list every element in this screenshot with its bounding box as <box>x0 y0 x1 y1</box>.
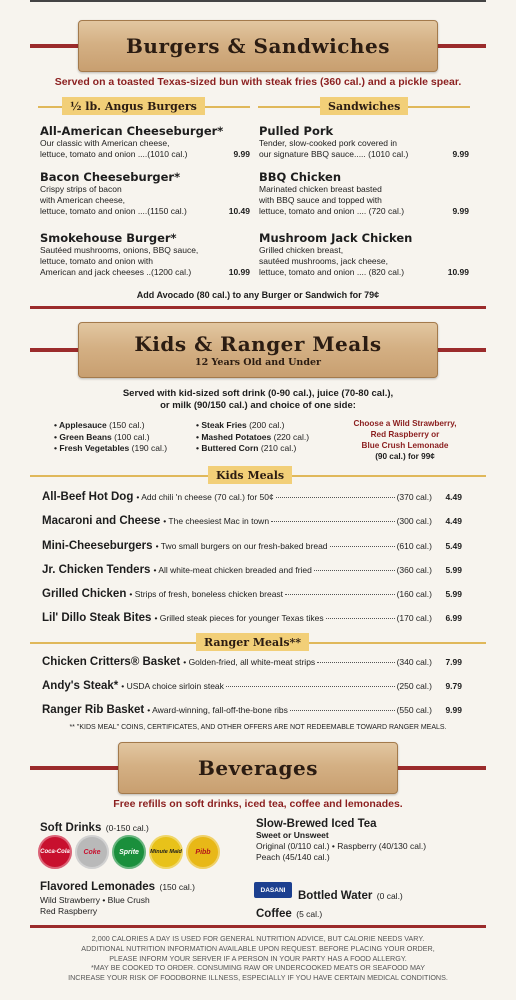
row-name: Andy's Steak* <box>42 680 119 692</box>
angus-label-row <box>38 97 250 115</box>
row-name: Jr. Chicken Tenders <box>42 564 151 576</box>
section-title: Kids & Ranger Meals <box>134 332 382 356</box>
bev-title: Slow-Brewed Iced Tea <box>256 818 377 830</box>
banner-board <box>78 20 438 72</box>
row-name: Ranger Rib Basket <box>42 704 145 716</box>
row-desc: • Grilled steak pieces for younger Texas tikes <box>154 613 324 623</box>
bev-title: Coffee <box>256 908 292 920</box>
row-cal: (300 cal.) <box>396 516 432 526</box>
leader-dots <box>330 546 395 547</box>
footer-line: INCREASE YOUR RISK OF FOODBORNE ILLNESS, ESPECIALLY IF YOU HAVE CERTAIN MEDICAL CONDITIONS. <box>68 973 448 983</box>
row-price: 9.99 <box>445 705 462 715</box>
section-title: Burgers & Sandwiches <box>126 34 390 58</box>
bottled-water <box>298 886 488 904</box>
sprite-logo-icon: Sprite <box>112 835 146 869</box>
ranger-note: ** "KIDS MEAL" COINS, CERTIFICATES, AND OTHER OFFERS ARE NOT REDEEMABLE TOWARD RANGER MEALS. <box>69 724 447 731</box>
menu-item <box>259 170 469 217</box>
row-price: 5.99 <box>445 565 462 575</box>
footer-line: ADDITIONAL NUTRITION INFORMATION AVAILABLE UPON REQUEST. BEFORE PLACING YOUR ORDER, <box>81 943 435 953</box>
item-name: Pulled Pork <box>259 124 334 138</box>
burgers-tagline: Served on a toasted Texas-sized bun with steak fries (360 cal.) and a pickle spear. <box>54 76 462 88</box>
menu-row <box>42 564 462 580</box>
row-name: Chicken Critters® Basket <box>42 656 181 668</box>
row-desc: • All white-meat chicken breaded and fried <box>153 565 312 575</box>
sides-list <box>54 420 167 455</box>
item-price: 9.99 <box>233 149 250 159</box>
coffee <box>256 904 446 922</box>
item-name: Smokehouse Burger* <box>40 231 177 245</box>
banner-line <box>30 766 120 770</box>
row-name: Grilled Chicken <box>42 588 127 600</box>
leader-dots <box>276 497 395 498</box>
banner-board <box>118 742 398 794</box>
row-cal: (250 cal.) <box>396 681 432 691</box>
side-cal: (220 cal.) <box>273 431 310 442</box>
row-cal: (360 cal.) <box>396 565 432 575</box>
beverages-tagline: Free refills on soft drinks, iced tea, coffee and lemonades. <box>113 798 403 810</box>
row-name: Macaroni and Cheese <box>42 515 161 527</box>
row-name: Lil' Dillo Steak Bites <box>42 612 152 624</box>
row-cal: (370 cal.) <box>396 492 432 502</box>
footer-line: PLEASE INFORM YOUR SERVER IF A PERSON IN YOUR PARTY HAS A FOOD ALLERGY. <box>109 953 407 963</box>
item-desc: sautéed mushrooms, jack cheese, <box>259 256 388 266</box>
item-price: 9.99 <box>452 149 469 159</box>
item-desc: lettuce, tomato and onion with <box>40 256 153 266</box>
side-item <box>196 420 309 432</box>
bev-cal: (0-150 cal.) <box>105 823 149 833</box>
coca-cola-logo-icon: Coca-Cola <box>38 835 72 869</box>
item-desc: lettuce, tomato and onion .... (820 cal.) <box>259 267 405 277</box>
item-desc: Sautéed mushrooms, onions, BBQ sauce, <box>40 245 199 255</box>
row-name: Mini-Cheeseburgers <box>42 540 153 552</box>
served-line: Served with kid-sized soft drink (0-90 cal.), juice (70-80 cal.), <box>122 388 394 399</box>
burgers-banner <box>0 20 516 72</box>
side-item <box>54 420 167 432</box>
kids-banner <box>0 322 516 378</box>
side-cal: (100 cal.) <box>114 431 150 442</box>
side-name: • Fresh Vegetables <box>54 443 130 453</box>
kids-meals-label-row <box>30 466 486 484</box>
leader-dots <box>290 710 395 711</box>
top-rule <box>30 0 486 2</box>
side-cal: (150 cal.) <box>109 420 145 430</box>
bev-title: Bottled Water <box>298 890 373 902</box>
side-cal: (190 cal.) <box>131 443 168 453</box>
row-cal: (550 cal.) <box>396 705 432 715</box>
lemonade-line: Choose a Wild Strawberry, <box>353 419 457 428</box>
menu-row <box>42 515 462 531</box>
coke-logo-icon: Coke <box>75 835 109 869</box>
bev-title: Flavored Lemonades <box>40 881 156 893</box>
beverages-banner <box>0 742 516 794</box>
item-price: 10.99 <box>228 267 250 277</box>
menu-row <box>42 491 462 507</box>
item-desc: Our classic with American cheese, <box>40 138 170 148</box>
row-desc: • Two small burgers on our fresh-baked bread <box>155 541 328 551</box>
leader-dots <box>314 570 395 571</box>
item-desc: American and jack cheeses ..(1200 cal.) <box>40 267 192 277</box>
footer-line: 2,000 CALORIES A DAY IS USED FOR GENERAL NUTRITION ADVICE, BUT CALORIE NEEDS VARY. <box>91 934 425 943</box>
bev-desc: Peach (45/140 cal.) <box>256 852 330 862</box>
row-price: 4.49 <box>445 516 462 526</box>
menu-row <box>42 540 462 556</box>
iced-tea <box>256 818 486 863</box>
side-item <box>196 443 309 455</box>
bev-sub: Sweet or Unsweet <box>256 830 329 840</box>
bev-cal: (150 cal.) <box>159 882 195 892</box>
leader-dots <box>271 521 395 522</box>
row-name: All-Beef Hot Dog <box>42 491 134 503</box>
banner-board <box>78 322 438 378</box>
kids-meals-label: Kids Meals <box>208 466 292 484</box>
row-desc: • USDA choice sirloin steak <box>121 681 224 691</box>
bev-cal: (0 cal.) <box>376 891 403 901</box>
row-price: 6.99 <box>445 613 462 623</box>
side-name: • Steak Fries <box>196 420 247 430</box>
row-desc: • Add chili 'n cheese (70 cal.) for 50¢ <box>136 492 274 502</box>
side-item <box>54 443 167 455</box>
menu-row <box>42 588 462 604</box>
menu-item <box>259 124 469 160</box>
banner-line <box>396 766 486 770</box>
row-price: 7.99 <box>445 657 462 667</box>
side-name: • Buttered Corn <box>196 443 259 453</box>
item-desc: with BBQ sauce and topped with <box>259 195 382 205</box>
section-subtitle: 12 Years Old and Under <box>194 357 322 368</box>
item-desc: Crispy strips of bacon <box>40 184 122 194</box>
row-desc: • Golden-fried, all white-meat strips <box>183 657 316 667</box>
served-line: or milk (90/150 cal.) and choice of one side: <box>160 400 356 411</box>
item-price: 10.99 <box>447 267 469 277</box>
menu-row <box>42 704 462 720</box>
ranger-label: Ranger Meals** <box>196 633 309 651</box>
leader-dots <box>226 686 395 687</box>
section-title: Beverages <box>198 756 318 780</box>
side-name: • Applesauce <box>54 420 107 430</box>
item-name: BBQ Chicken <box>259 170 342 184</box>
row-desc: • The cheesiest Mac in town <box>163 516 270 526</box>
bev-desc: Red Raspberry <box>40 906 98 916</box>
section-divider <box>30 306 486 309</box>
menu-item <box>40 231 250 278</box>
side-name: • Green Beans <box>54 431 112 442</box>
soft-drinks <box>40 818 250 836</box>
angus-label: ½ lb. Angus Burgers <box>62 97 205 115</box>
menu-row <box>42 680 462 696</box>
item-desc: Grilled chicken breast, <box>259 245 344 255</box>
lemonade-choice <box>340 418 470 462</box>
item-name: Bacon Cheeseburger* <box>40 170 181 184</box>
menu-row <box>42 656 462 672</box>
row-desc: • Award-winning, fall-off-the-bone ribs <box>147 705 288 715</box>
bev-cal: (5 cal.) <box>296 909 323 919</box>
side-item <box>196 432 309 444</box>
row-price: 5.99 <box>445 589 462 599</box>
side-cal: (210 cal.) <box>260 443 297 453</box>
leader-dots <box>285 594 395 595</box>
footer-line: *MAY BE COOKED TO ORDER. CONSUMING RAW OR UNDERCOOKED MEATS OR SEAFOOD MAY <box>91 963 425 973</box>
side-name: • Mashed Potatoes <box>196 431 272 442</box>
row-price: 4.49 <box>445 492 462 502</box>
item-desc: Marinated chicken breast basted <box>259 184 382 194</box>
item-desc: Tender, slow-cooked pork covered in <box>259 138 397 148</box>
section-divider <box>30 925 486 928</box>
menu-item <box>259 231 469 278</box>
item-name: Mushroom Jack Chicken <box>259 231 413 245</box>
row-cal: (170 cal.) <box>396 613 432 623</box>
row-price: 9.79 <box>445 681 462 691</box>
flavored-lemonades <box>40 877 250 917</box>
bev-desc: Wild Strawberry • Blue Crush <box>40 895 150 905</box>
item-price: 9.99 <box>452 206 469 216</box>
menu-item <box>40 124 250 160</box>
item-name: All-American Cheeseburger* <box>40 124 224 138</box>
minute-maid-logo-icon: Minute Maid <box>149 835 183 869</box>
row-cal: (160 cal.) <box>396 589 432 599</box>
item-price: 10.49 <box>228 206 250 216</box>
row-desc: • Strips of fresh, boneless chicken breast <box>129 589 284 599</box>
sandwich-label: Sandwiches <box>320 97 408 115</box>
side-cal: (200 cal.) <box>249 420 285 430</box>
ranger-label-row <box>30 633 486 651</box>
lemonade-line: Red Raspberry or <box>370 430 440 439</box>
sandwich-label-row <box>258 97 470 115</box>
item-desc: with American cheese, <box>40 195 126 205</box>
side-item <box>54 432 167 444</box>
pibb-logo-icon: Pibb <box>186 835 220 869</box>
nutrition-footer <box>20 934 496 983</box>
item-desc: lettuce, tomato and onion ....(1010 cal.) <box>40 149 188 159</box>
leader-dots <box>326 618 395 619</box>
bev-title: Soft Drinks <box>40 822 102 834</box>
row-cal: (340 cal.) <box>396 657 432 667</box>
lemonade-line: Blue Crush Lemonade <box>361 441 449 450</box>
item-desc: lettuce, tomato and onion .... (720 cal.) <box>259 206 405 216</box>
row-price: 5.49 <box>445 541 462 551</box>
avocado-addon: Add Avocado (80 cal.) to any Burger or Sandwich for 79¢ <box>136 290 380 300</box>
row-cal: (610 cal.) <box>396 541 432 551</box>
item-desc: our signature BBQ sauce..... (1010 cal.) <box>259 149 409 159</box>
item-desc: lettuce, tomato and onion ....(1150 cal.) <box>40 206 187 216</box>
menu-item <box>40 170 250 217</box>
lemonade-line: (90 cal.) for 99¢ <box>375 452 435 461</box>
sides-list <box>196 420 309 455</box>
dasani-logo-icon: DASANI <box>254 882 292 898</box>
menu-row <box>42 612 462 628</box>
leader-dots <box>317 662 394 663</box>
bev-desc: Original (0/110 cal.) • Raspberry (40/130 cal.) <box>256 841 427 851</box>
